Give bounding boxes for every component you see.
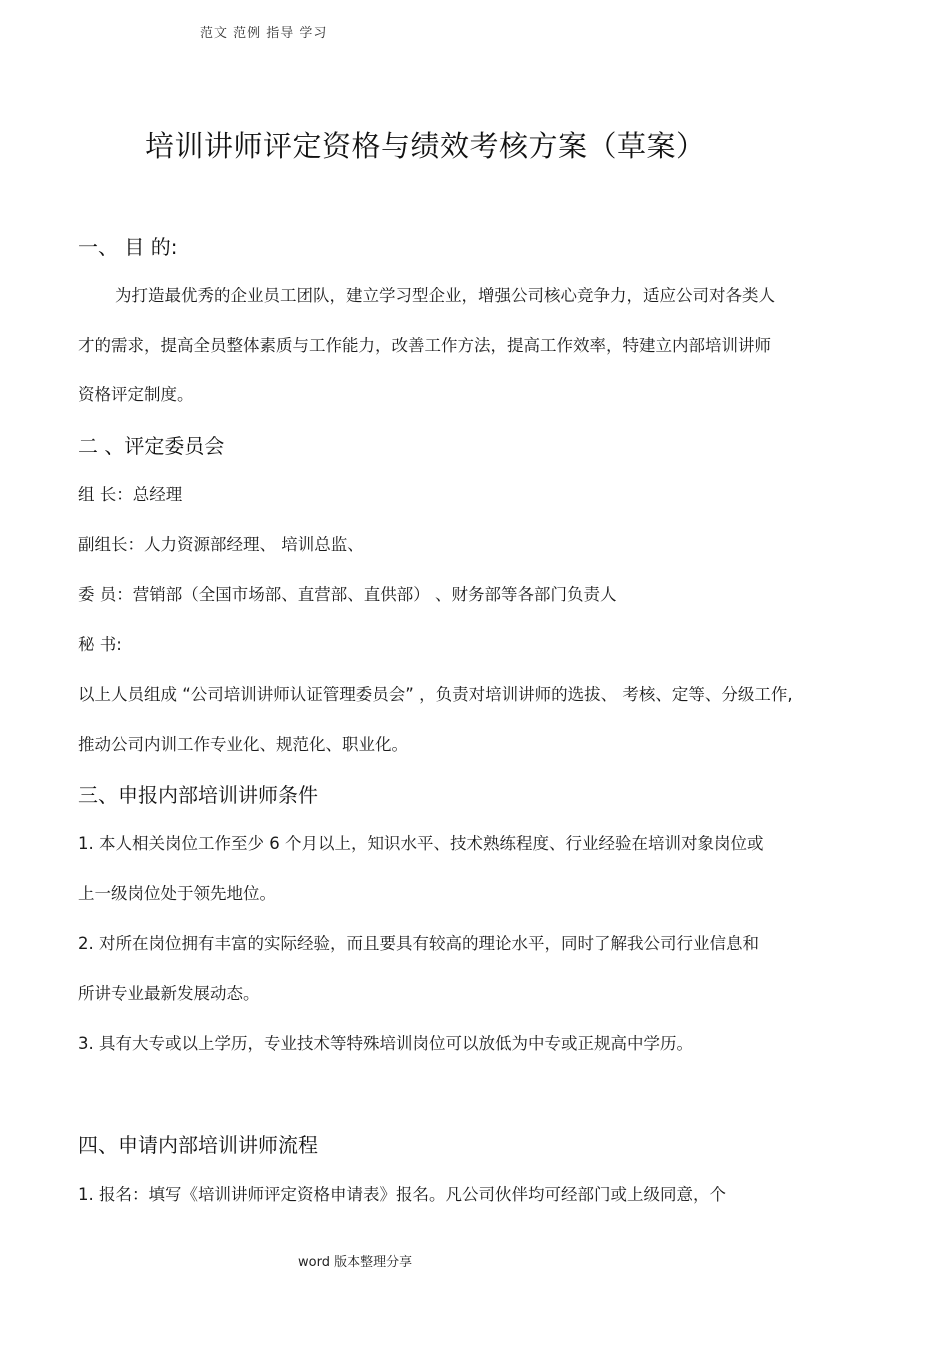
section-2-line-5: 以上人员组成 “公司培训讲师认证管理委员会” ，负责对培训讲师的选拔、 考核、定等、分级工作, [78,685,793,704]
section-1-heading: 一、 目 的: [78,235,178,259]
page-footer: word 版本整理分享 [298,1255,413,1270]
section-2-line-6: 推动公司内训工作专业化、规范化、职业化。 [78,735,408,754]
section-3-line-4: 所讲专业最新发展动态。 [78,984,260,1003]
section-3-heading: 三、申报内部培训讲师条件 [78,783,318,807]
section-4-line-1: 1. 报名：填写《培训讲师评定资格申请表》报名。凡公司伙伴均可经部门或上级同意，个 [78,1185,726,1204]
section-1-line-1: 为打造最优秀的企业员工团队，建立学习型企业，增强公司核心竞争力，适应公司对各类人 [115,286,775,305]
section-4-heading: 四、申请内部培训讲师流程 [78,1133,318,1157]
page-header: 范文 范例 指导 学习 [200,26,328,41]
section-3-line-5: 3. 具有大专或以上学历，专业技术等特殊培训岗位可以放低为中专或正规高中学历。 [78,1034,693,1053]
section-2-line-1: 组 长：总经理 [78,485,183,504]
section-3-line-3: 2. 对所在岗位拥有丰富的实际经验，而且要具有较高的理论水平，同时了解我公司行业信息和 [78,934,759,953]
section-2-line-2: 副组长：人力资源部经理、 培训总监、 [78,535,364,554]
section-3-line-2: 上一级岗位处于领先地位。 [78,884,276,903]
document-title: 培训讲师评定资格与绩效考核方案（草案） [145,129,706,163]
section-2-heading: 二 、评定委员会 [78,434,225,458]
section-2-line-3: 委 员：营销部（全国市场部、直营部、直供部） 、财务部等各部门负责人 [78,585,617,604]
section-2-line-4: 秘 书: [78,635,122,654]
section-3-line-1: 1. 本人相关岗位工作至少 6 个月以上，知识水平、技术熟练程度、行业经验在培训对象岗位或 [78,834,764,853]
section-1-line-3: 资格评定制度。 [78,385,194,404]
section-1-line-2: 才的需求，提高全员整体素质与工作能力，改善工作方法，提高工作效率，特建立内部培训讲师 [78,336,771,355]
